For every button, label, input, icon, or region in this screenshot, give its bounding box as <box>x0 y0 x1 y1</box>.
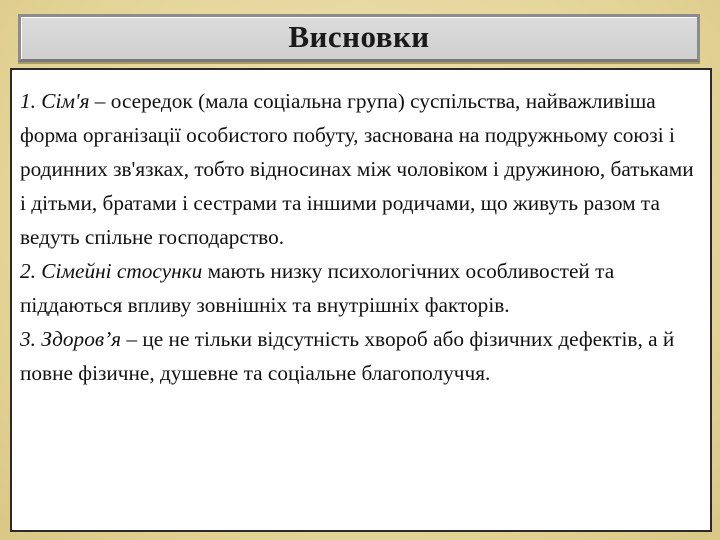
definition-family-relations: мають низку психологічних особливостей та піддаються впливу зовнішніх та внутрішніх факторів. <box>20 259 615 317</box>
term-family: 1. Сім'я <box>20 89 90 113</box>
definition-family: – осередок (мала соціальна група) суспільства, найважливіша форма організації особистого побуту, заснована на подружньому союзі і родинних зв'язках, тобто відносинах між чоловіком і дружиною, батьками і дітьми, братами і сестрами та іншими родичами, що живуть разом та ведуть спільне господарство. <box>20 89 694 249</box>
term-family-relations: 2. Сімейні стосунки <box>20 259 203 283</box>
content-box <box>10 68 712 532</box>
conclusion-paragraph-2 <box>20 254 704 322</box>
conclusion-paragraph-1 <box>20 84 704 254</box>
definition-health: – це не тільки відсутність хвороб або фізичних дефектів, а й повне фізичне, душевне та соціальне благополуччя. <box>20 327 675 385</box>
title-bar <box>18 14 700 62</box>
conclusion-paragraph-3 <box>20 322 704 390</box>
term-health: 3. Здоров’я <box>20 327 122 351</box>
slide-title: Висновки <box>288 19 430 54</box>
